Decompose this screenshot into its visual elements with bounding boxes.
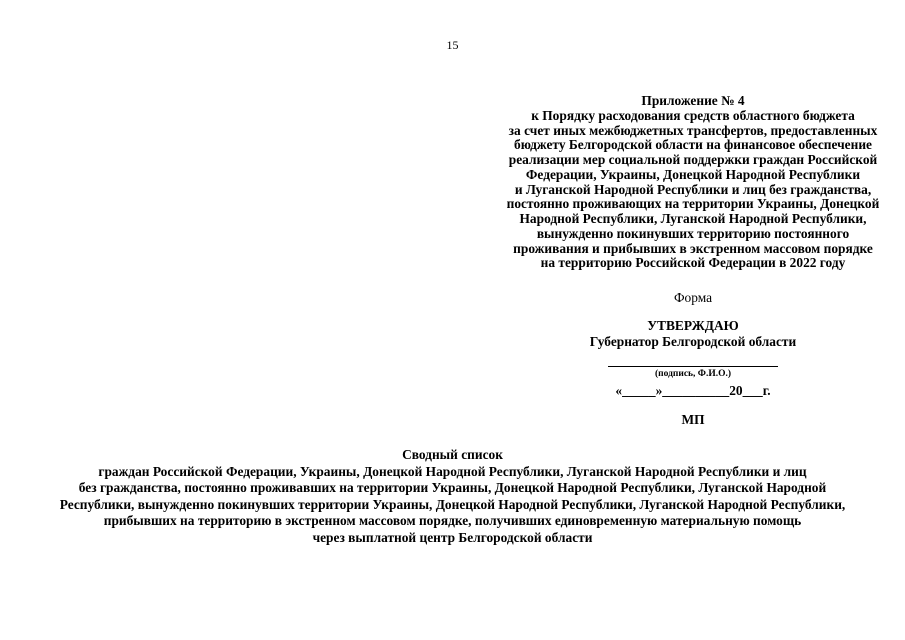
- signature-line: [608, 366, 778, 367]
- appendix-line: реализации мер социальной поддержки граждан Российской: [508, 152, 878, 167]
- approval-position: Губернатор Белгородской области: [589, 334, 797, 349]
- appendix-line: вынужденно покинувших территорию постоянного: [536, 225, 850, 241]
- summary-title: Сводный список: [402, 447, 503, 462]
- summary-line: граждан Российской Федерации, Украины, Донецкой Народной Республики, Луганской Народной Республики и лиц: [98, 463, 807, 479]
- signature-caption: (подпись, Ф.И.О.): [654, 369, 732, 379]
- appendix-line: к Порядку расходования средств областного бюджета: [531, 107, 855, 123]
- approval-heading: УТВЕРЖДАЮ: [647, 318, 739, 333]
- appendix-line: Федерации, Украины, Донецкой Народной Республики: [525, 166, 861, 182]
- date-line: «_____»__________20___г.: [615, 383, 771, 398]
- appendix-line: Народной Республики, Луганской Народной Республики,: [519, 211, 867, 226]
- summary-line: через выплатной центр Белгородской области: [312, 529, 593, 545]
- appendix-header: [470, 94, 905, 271]
- summary-line: без гражданства, постоянно проживавших на территории Украины, Донецкой Народной Республики, Луганской Народной: [78, 480, 827, 496]
- appendix-line: на территорию Российской Федерации в 2022 году: [540, 255, 846, 271]
- appendix-line: за счет иных межбюджетных трансфертов, предоставленных: [508, 122, 878, 138]
- appendix-line: проживания и прибывших в экстренном массовом порядке: [513, 240, 873, 256]
- appendix-line: постоянно проживающих на территории Украины, Донецкой: [506, 196, 880, 212]
- page-number: 15: [446, 38, 459, 52]
- summary-heading: [0, 447, 905, 547]
- appendix-title: Приложение № 4: [641, 93, 745, 108]
- appendix-line: бюджету Белгородской области на финансовое обеспечение: [514, 137, 872, 153]
- summary-line: Республики, вынужденно покинувших территории Украины, Донецкой Народной Республики, Луганской Народной Республики,: [59, 496, 846, 512]
- approval-block: [470, 318, 905, 350]
- form-label: Форма: [673, 290, 713, 305]
- appendix-line: и Луганской Народной Республики и лиц без гражданства,: [514, 181, 872, 197]
- seal-placeholder: МП: [681, 412, 705, 427]
- summary-line: прибывших на территорию в экстренном массовом порядке, получивших единовременную материальную помощь: [103, 513, 802, 529]
